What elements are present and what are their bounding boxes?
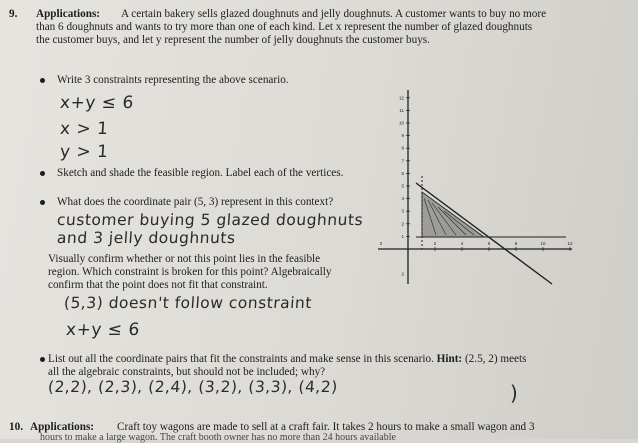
- q9-text-line3: the customer buys, and let y represent the number of jelly doughnuts the customer buys.: [36, 34, 430, 46]
- y-tick-label: 8: [401, 145, 404, 151]
- bullet5-prompt-line2: all the algebraic constraints, but should not be included; why?: [48, 366, 326, 378]
- x-tick-label: 2: [433, 241, 437, 246]
- q9-label: Applications:: [36, 8, 101, 20]
- handwritten-constraint-1: x+y ≤ 6: [59, 93, 135, 113]
- bullet5-prompt-line1: List out all the coordinate pairs that fit the constraints and make sense in this scenario. Hint: (2.5, 2) meets: [48, 353, 527, 365]
- q10-text-line2-cutoff: hours to make a large wagon. The craft booth owner has no more than 24 hours available: [40, 432, 396, 443]
- q10-number: 10.: [9, 421, 23, 433]
- x-tick-label: 12: [567, 241, 573, 246]
- x-tick-label: 6: [487, 241, 491, 246]
- bullet2-prompt: Sketch and shade the feasible region. Label each of the vertices.: [57, 167, 344, 179]
- negative-tick-label: 2: [401, 271, 404, 277]
- y-tick-label: 10: [398, 120, 404, 126]
- y-tick-label: 11: [399, 107, 404, 113]
- y-tick-label: 2: [401, 221, 404, 227]
- bullet-marker: [40, 171, 45, 176]
- handwritten-answer-line1: (5,3) doesn't follow constraint: [63, 294, 313, 312]
- q10-text-line1: Craft toy wagons are made to sell at a craft fair. It takes 2 hours to make a small wagon and 3: [117, 421, 535, 433]
- y-tick-label: 1: [401, 233, 404, 239]
- x-tick-label: 4: [460, 241, 464, 246]
- handwritten-answer-line1: customer buying 5 glazed doughnuts: [56, 211, 364, 229]
- y-tick-label: 7: [401, 158, 404, 164]
- bullet-marker: [40, 200, 45, 205]
- bullet4-prompt-line3: confirm that the point does not fit that constraint.: [48, 279, 268, 291]
- negative-tick-label: 2: [379, 241, 383, 246]
- bullet4-prompt-line2: region. Which constraint is broken for this point? Algebraically: [48, 266, 332, 278]
- y-tick-label: 9: [401, 133, 404, 139]
- y-tick-label: 3: [401, 208, 404, 214]
- bullet-marker: [40, 78, 45, 83]
- y-tick-label: 12: [398, 95, 404, 101]
- bullet4-prompt-line1: Visually confirm whether or not this point lies in the feasible: [48, 253, 321, 265]
- y-tick-label: 5: [401, 183, 404, 189]
- handwritten-constraint-3: y > 1: [59, 142, 110, 162]
- y-tick-label: 4: [401, 196, 404, 202]
- handwritten-coordinate-list: (2,2), (2,3), (2,4), (3,2), (3,3), (4,2): [47, 378, 339, 396]
- y-tick-label: 6: [401, 170, 404, 176]
- q9-text-line1: A certain bakery sells glazed doughnuts and jelly doughnuts. A customer wants to buy no more: [121, 8, 547, 20]
- bullet-marker: [40, 357, 45, 362]
- handwritten-answer-line2: x+y ≤ 6: [65, 320, 141, 340]
- handwritten-paren: ): [510, 381, 519, 405]
- coordinate-grid-sketch: [376, 88, 576, 286]
- bullet1-prompt: Write 3 constraints representing the above scenario.: [57, 74, 289, 86]
- x-tick-label: 8: [514, 241, 518, 246]
- q9-number: 9.: [9, 8, 18, 20]
- x-tick-label: 10: [540, 241, 546, 246]
- handwritten-constraint-2: x > 1: [59, 119, 110, 139]
- q9-text-line2: than 6 doughnuts and wants to try more than one of each kind. Let x represent the number of glazed doughnuts: [36, 21, 533, 33]
- feasible-region-shading: [422, 192, 484, 237]
- bullet3-prompt: What does the coordinate pair (5, 3) represent in this context?: [57, 196, 334, 208]
- q10-label: Applications:: [30, 421, 95, 433]
- handwritten-answer-line2: and 3 jelly doughnuts: [56, 229, 237, 247]
